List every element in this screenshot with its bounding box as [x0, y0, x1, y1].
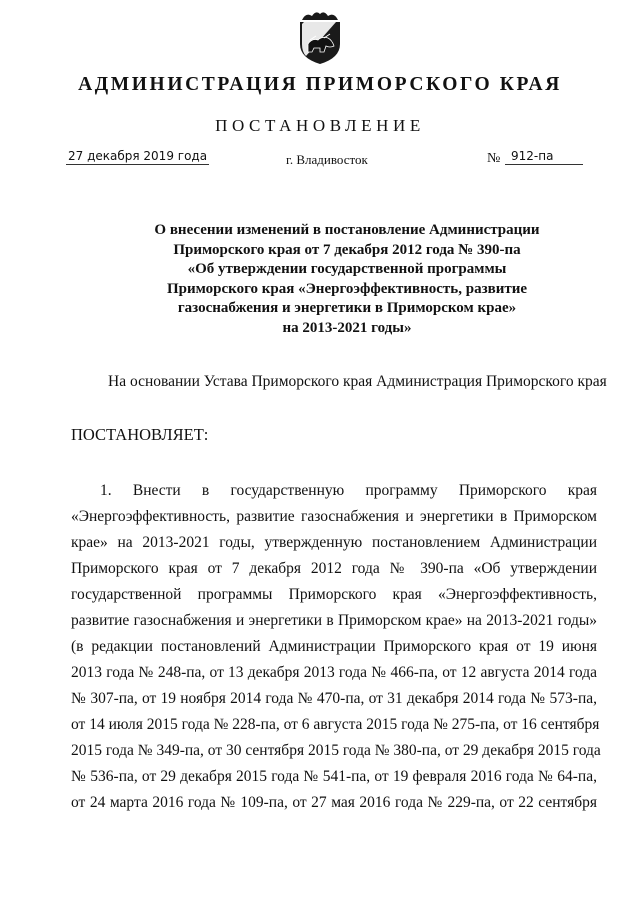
body-line: 2015 года № 349-па, от 30 сентября 2015 года № 380-па, от 29 декабря 2015 года [71, 742, 601, 759]
body-line: государственной программы Приморского края «Энергоэффективность, [71, 586, 597, 603]
heading-line: О внесении изменений в постановление Администрации [154, 222, 540, 238]
basis-paragraph: На основании Устава Приморского края Администрация Приморского края [108, 373, 607, 390]
document-number: 912-па [505, 149, 583, 165]
document-city: г. Владивосток [286, 152, 368, 167]
body-line: развитие газоснабжения и энергетики в Приморском крае» на 2013-2021 годы» [71, 612, 597, 629]
heading-line: Приморского края от 7 декабря 2012 года № 390-па [173, 241, 521, 258]
body-line: № 536-па, от 29 декабря 2015 года № 541-па, от 19 февраля 2016 года № 64-па, [71, 768, 597, 785]
heading-line: газоснабжения и энергетики в Приморском крае» [177, 300, 517, 317]
body-line: (в редакции постановлений Администрации Приморского края от 19 июня [71, 638, 597, 655]
heading-line: «Об утверждении государственной программы [187, 261, 507, 278]
heading-line: на 2013-2021 годы» [282, 319, 412, 336]
decree-word: ПОСТАНОВЛЯЕТ: [71, 425, 209, 444]
body-line: от 14 июля 2015 года № 228-па, от 6 августа 2015 года № 275-па, от 16 сентября [71, 716, 600, 733]
coat-of-arms-icon [296, 8, 344, 66]
document-date: 27 декабря 2019 года [68, 149, 208, 163]
document-type: ПОСТАНОВЛЕНИЕ [215, 116, 425, 135]
body-paragraph [71, 478, 601, 816]
body-line: 1. Внести в государственную программу Приморского края [100, 482, 597, 499]
body-line: крае» на 2013-2021 годы, утвержденную постановлением Администрации [71, 534, 597, 551]
heading-line: Приморского края «Энергоэффективность, развитие [166, 280, 528, 297]
body-line: 2013 года № 248-па, от 13 декабря 2013 года № 466-па, от 12 августа 2014 года [71, 664, 597, 681]
body-line: от 24 марта 2016 года № 109-па, от 27 мая 2016 года № 229-па, от 22 сентября [71, 794, 597, 811]
number-label: № [487, 151, 501, 166]
body-line: Приморского края от 7 декабря 2012 года № 390-па «Об утверждении [71, 560, 597, 577]
document-heading [80, 221, 614, 339]
body-line: «Энергоэффективность, развитие газоснабжения и энергетики в Приморском [71, 508, 597, 525]
organization-title: АДМИНИСТРАЦИЯ ПРИМОРСКОГО КРАЯ [78, 74, 562, 95]
body-line: № 307-па, от 19 ноября 2014 года № 470-па, от 31 декабря 2014 года № 573-па, [71, 690, 597, 707]
